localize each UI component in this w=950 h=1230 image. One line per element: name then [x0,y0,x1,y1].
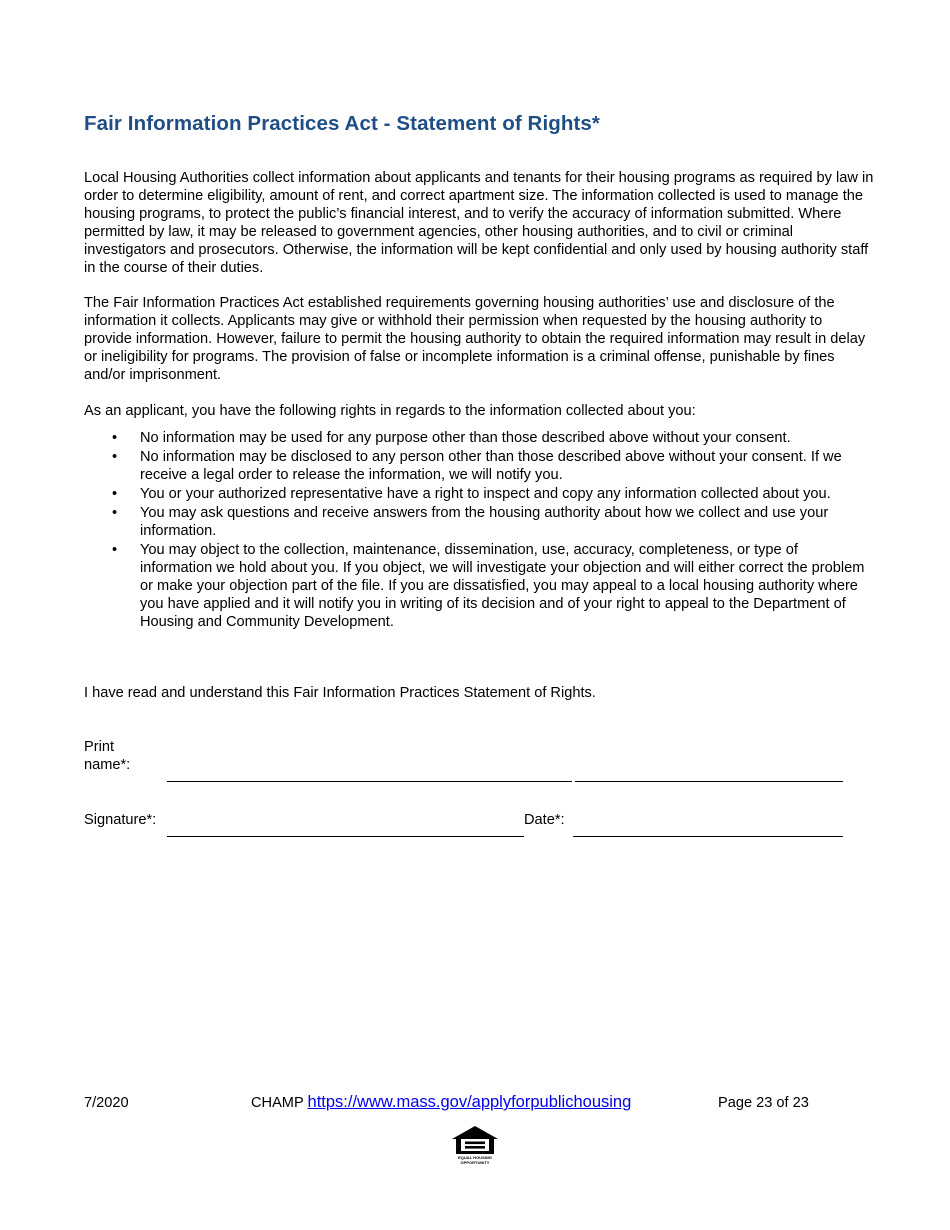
page-title: Fair Information Practices Act - Statement of Rights* [84,112,600,135]
right-text: No information may be used for any purpose other than those described above without your consent. [140,430,791,446]
bullet-icon: • [112,430,118,446]
print-name-field-extension[interactable] [575,781,843,782]
print-name-field[interactable] [167,781,572,782]
bullet-icon: • [112,505,118,521]
signature-label: Signature*: [84,812,157,828]
footer-program [251,1093,631,1112]
right-text: No information may be disclosed to any person other than those described above without your consent. If we receive a legal order to release the information, we will notify you. [140,449,842,483]
intro-paragraph: Local Housing Authorities collect information about applicants and tenants for their housing programs as required by law in order to determine eligibility, amount of rent, and correct apartment size. The information collected is used to manage the housing programs, to protect the public’s financial interest, and to verify the accuracy of information submitted. Where permitted by law, it may be released to government agencies, other housing authorities, and to civil or criminal investigators and prosecutors. Otherwise, the information will be kept confidential and only used by housing authority staff in the course of their duties. [84,170,874,276]
bullet-icon: • [112,542,118,558]
bullet-icon: • [112,486,118,502]
right-text: You may object to the collection, maintenance, dissemination, use, accuracy, completeness, or type of information we hold about you. If you object, we will investigate your objection and will either correct the problem or make your objection part of the file. If you are dissatisfied, you may appeal to a local housing authority where you have applied and it will notify you in writing of its decision and of your right to appeal to the Department of Housing and Community Development. [140,542,865,630]
logo-text: OPPORTUNITY [460,1160,490,1165]
list-item [84,541,874,631]
rights-list [84,429,874,632]
print-name-label: Print name*: [84,739,131,773]
bullet-icon: • [112,449,118,465]
list-item [84,504,874,540]
logo-text: EQUAL HOUSING [458,1155,492,1160]
signature-field[interactable] [167,836,524,837]
list-item [84,485,874,503]
date-label: Date*: [524,812,565,828]
rights-intro-paragraph: As an applicant, you have the following rights in regards to the information collected about you: [84,403,696,419]
right-text: You or your authorized representative have a right to inspect and copy any information collected about you. [140,486,831,502]
list-item [84,429,874,447]
footer-page-number: Page 23 of 23 [718,1095,809,1111]
equal-housing-opportunity-icon [450,1124,500,1166]
list-item [84,448,874,484]
footer-program-name: CHAMP [251,1095,304,1111]
act-paragraph: The Fair Information Practices Act established requirements governing housing authorities’ use and disclosure of the information it collects. Applicants may give or withhold their permission when requested by the housing authority to provide information. However, failure to permit the housing authority to obtain the required information may result in delay or ineligibility for programs. The provision of false or incomplete information is a criminal offense, punishable by fines and/or imprisonment. [84,295,866,383]
application-link[interactable]: https://www.mass.gov/applyforpublichousing [307,1093,632,1111]
acknowledgement-text: I have read and understand this Fair Information Practices Statement of Rights. [84,685,596,701]
right-text: You may ask questions and receive answers from the housing authority about how we collect and use your information. [140,505,829,539]
date-field[interactable] [573,836,843,837]
footer-date: 7/2020 [84,1095,129,1111]
